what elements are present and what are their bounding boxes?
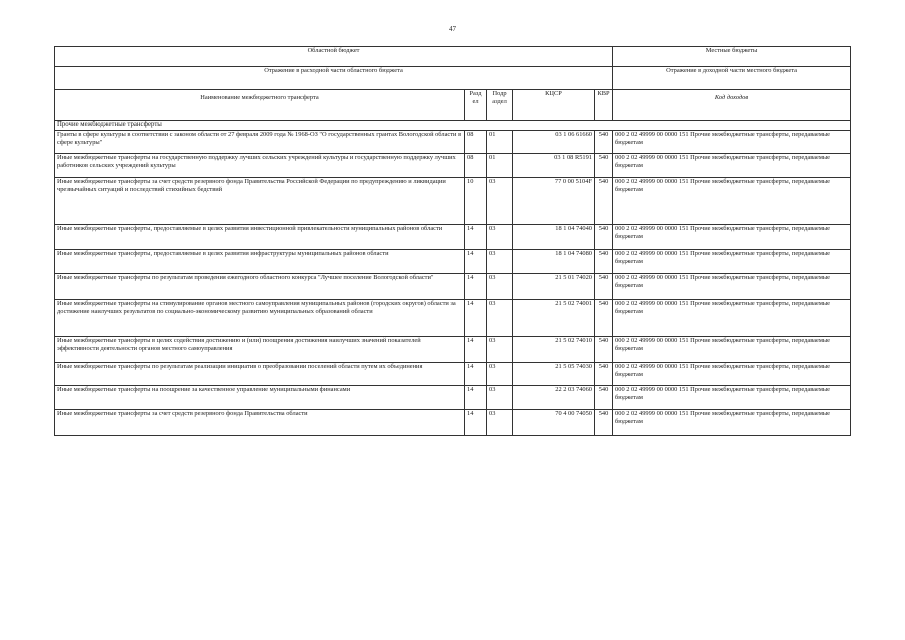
table-row [55,178,851,225]
cell-kvr: 540 [595,154,613,178]
cell-income-code: 000 2 02 49999 00 0000 151 Прочие межбюджетные трансферты, передаваемые бюджетам [613,154,851,178]
cell-name: Иные межбюджетные трансферты по результатам проведения ежегодного областного конкурса "Лучшее поселение Вологодской области" [55,274,465,300]
table-row [55,225,851,250]
cell-name: Иные межбюджетные трансферты, предоставляемые в целях развития инфраструктуры муниципальных районов области [55,250,465,274]
transfers-table [54,46,851,436]
cell-razd: 14 [465,410,487,436]
cell-podr: 03 [487,225,513,250]
cell-income-code: 000 2 02 49999 00 0000 151 Прочие межбюджетные трансферты, передаваемые бюджетам [613,386,851,410]
table-row [55,300,851,337]
cell-podr: 01 [487,131,513,154]
table-row [55,386,851,410]
table-row [55,154,851,178]
table-row [55,363,851,386]
section-title: Прочие межбюджетные трансферты [55,121,851,131]
local-budgets-header: Местные бюджеты [613,47,851,67]
cell-kcsr: 18 1 04 74040 [513,225,595,250]
cell-kvr: 540 [595,337,613,363]
cell-razd: 14 [465,250,487,274]
cell-kcsr: 21 5 02 74010 [513,337,595,363]
cell-razd: 14 [465,363,487,386]
table-row [55,410,851,436]
cell-kcsr: 21 5 02 74001 [513,300,595,337]
regional-expense-header: Отражение в расходной части областного бюджета [55,67,613,90]
cell-income-code: 000 2 02 49999 00 0000 151 Прочие межбюджетные трансферты, передаваемые бюджетам [613,363,851,386]
cell-income-code: 000 2 02 49999 00 0000 151 Прочие межбюджетные трансферты, передаваемые бюджетам [613,250,851,274]
cell-podr: 01 [487,154,513,178]
cell-kcsr: 77 0 00 5104F [513,178,595,225]
cell-razd: 14 [465,225,487,250]
cell-kcsr: 22 2 03 74060 [513,386,595,410]
cell-podr: 03 [487,178,513,225]
cell-kvr: 540 [595,250,613,274]
cell-razd: 14 [465,274,487,300]
cell-income-code: 000 2 02 49999 00 0000 151 Прочие межбюджетные трансферты, передаваемые бюджетам [613,131,851,154]
cell-income-code: 000 2 02 49999 00 0000 151 Прочие межбюджетные трансферты, передаваемые бюджетам [613,410,851,436]
cell-kvr: 540 [595,178,613,225]
header-row-budgets [55,47,851,67]
column-header-razd: Разд ел [465,90,487,121]
local-income-header: Отражение в доходной части местного бюджета [613,67,851,90]
cell-income-code: 000 2 02 49999 00 0000 151 Прочие межбюджетные трансферты, передаваемые бюджетам [613,225,851,250]
cell-kcsr: 70 4 00 74050 [513,410,595,436]
cell-kvr: 540 [595,300,613,337]
cell-kvr: 540 [595,131,613,154]
cell-income-code: 000 2 02 49999 00 0000 151 Прочие межбюджетные трансферты, передаваемые бюджетам [613,337,851,363]
column-header-name: Наименование межбюджетного трансферта [55,90,465,121]
cell-kvr: 540 [595,386,613,410]
page-number: 47 [449,25,456,33]
cell-name: Иные межбюджетные трансферты за счет средств резервного фонда Правительства Российской Федерации по предупреждению и ликвидации чрезвычайных ситуаций и последствий стихийных бедствий [55,178,465,225]
cell-kcsr: 03 1 06 61660 [513,131,595,154]
cell-name: Иные межбюджетные трансферты на поощрение за качественное управление муниципальными финансами [55,386,465,410]
table-row [55,131,851,154]
cell-razd: 08 [465,154,487,178]
cell-podr: 03 [487,300,513,337]
cell-podr: 03 [487,386,513,410]
cell-kvr: 540 [595,363,613,386]
cell-name: Гранты в сфере культуры в соответствии с законом области от 27 февраля 2009 года № 1968-ОЗ "О государственных грантах Вологодской области в сфере культуры" [55,131,465,154]
cell-podr: 03 [487,410,513,436]
regional-budget-header: Областной бюджет [55,47,613,67]
cell-name: Иные межбюджетные трансферты по результатам реализации инициатив о преобразовании поселений области путем их объединения [55,363,465,386]
cell-kvr: 540 [595,225,613,250]
table-row [55,337,851,363]
cell-kvr: 540 [595,274,613,300]
cell-name: Иные межбюджетные трансферты в целях содействия достижению и (или) поощрения достижения наилучших значений показателей эффективности деятельности органов местного самоуправления [55,337,465,363]
cell-podr: 03 [487,274,513,300]
cell-income-code: 000 2 02 49999 00 0000 151 Прочие межбюджетные трансферты, передаваемые бюджетам [613,178,851,225]
table-row [55,250,851,274]
cell-name: Иные межбюджетные трансферты за счет средств резервного фонда Правительства области [55,410,465,436]
cell-razd: 14 [465,337,487,363]
cell-podr: 03 [487,250,513,274]
cell-kcsr: 21 5 01 74020 [513,274,595,300]
section-row [55,121,851,131]
header-row-reflection [55,67,851,90]
cell-razd: 14 [465,386,487,410]
cell-income-code: 000 2 02 49999 00 0000 151 Прочие межбюджетные трансферты, передаваемые бюджетам [613,274,851,300]
cell-kcsr: 03 1 08 R5191 [513,154,595,178]
cell-name: Иные межбюджетные трансферты, предоставляемые в целях развития инвестиционной привлекательности муниципальных районов области [55,225,465,250]
cell-name: Иные межбюджетные трансферты на стимулирование органов местного самоуправления муниципальных районов (городских округов) области за достижение наилучших результатов по социально-экономическому развитию муниципальных образований области [55,300,465,337]
cell-kcsr: 21 5 05 74030 [513,363,595,386]
header-row-columns [55,90,851,121]
cell-kvr: 540 [595,410,613,436]
cell-income-code: 000 2 02 49999 00 0000 151 Прочие межбюджетные трансферты, передаваемые бюджетам [613,300,851,337]
cell-podr: 03 [487,363,513,386]
column-header-kcsr: КЦСР [513,90,595,121]
cell-razd: 08 [465,131,487,154]
cell-razd: 10 [465,178,487,225]
cell-podr: 03 [487,337,513,363]
column-header-kvr: КВР [595,90,613,121]
table-row [55,274,851,300]
cell-kcsr: 18 1 04 74080 [513,250,595,274]
column-header-income-code: Код доходов [613,90,851,121]
cell-name: Иные межбюджетные трансферты на государственную поддержку лучших сельских учреждений культуры и государственную поддержку лучших работников сельских учреждений культуры [55,154,465,178]
cell-razd: 14 [465,300,487,337]
column-header-podr: Подр аздел [487,90,513,121]
